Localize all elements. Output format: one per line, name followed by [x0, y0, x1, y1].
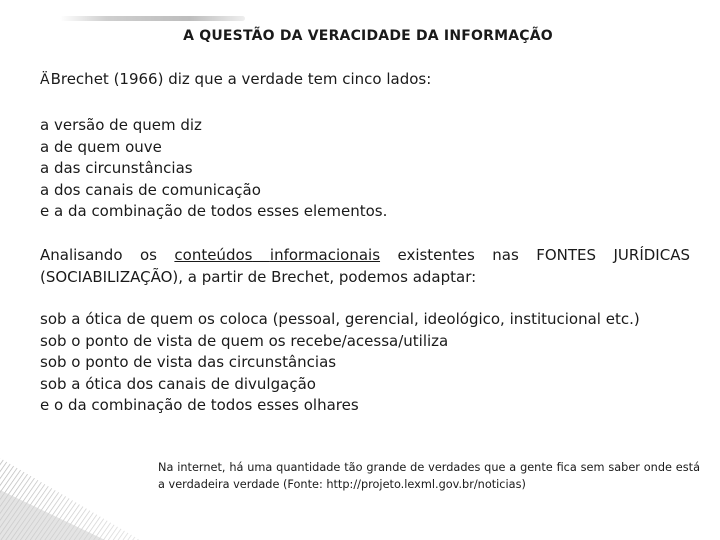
- list-item: a das circunstâncias: [40, 159, 193, 177]
- paragraph-text-end: existentes nas FONTES JURÍDICAS (SOCIABILIZAÇÃO), a partir de Brechet, podemos adaptar:: [40, 246, 690, 286]
- five-sides-list: [40, 115, 387, 223]
- underlined-term-conteudos: conteúdos: [174, 246, 253, 264]
- list-item: sob o ponto de vista das circunstâncias: [40, 353, 337, 371]
- analysis-paragraph: [40, 244, 690, 288]
- top-decorative-rule: [60, 16, 245, 21]
- list-item: a dos canais de comunicação: [40, 180, 261, 199]
- footnote-quote: Na internet, há uma quantidade tão grande de verdades que a gente fica sem saber onde está a verdadeira verdade (Fonte: http://projeto.lexml.gov.br/noticias): [158, 461, 700, 491]
- list-item: sob a ótica dos canais de divulgação: [40, 374, 316, 393]
- list-item: sob a ótica de quem os coloca (pessoal, gerencial, ideológico, institucional etc.): [40, 310, 640, 328]
- corner-decoration: [0, 450, 200, 540]
- paragraph-text-start: Analisando os: [40, 246, 175, 264]
- intro-text: Brechet (1966) diz que a verdade tem cinco lados:: [50, 70, 432, 88]
- list-item: e o da combinação de todos esses olhares: [40, 396, 359, 414]
- bullet-arrow-icon: Ä: [40, 72, 50, 88]
- intro-line: [40, 70, 431, 88]
- list-item: e a da combinação de todos esses elementos.: [40, 202, 388, 220]
- underlined-term-informacionais: informacionais: [269, 246, 381, 264]
- list-item: a versão de quem diz: [40, 116, 202, 134]
- list-item: sob o ponto de vista de quem os recebe/acessa/utiliza: [40, 331, 449, 350]
- adapted-list: [40, 309, 640, 417]
- list-item: a de quem ouve: [40, 137, 162, 156]
- page-title: A QUESTÃO DA VERACIDADE DA INFORMAÇÃO: [183, 28, 553, 44]
